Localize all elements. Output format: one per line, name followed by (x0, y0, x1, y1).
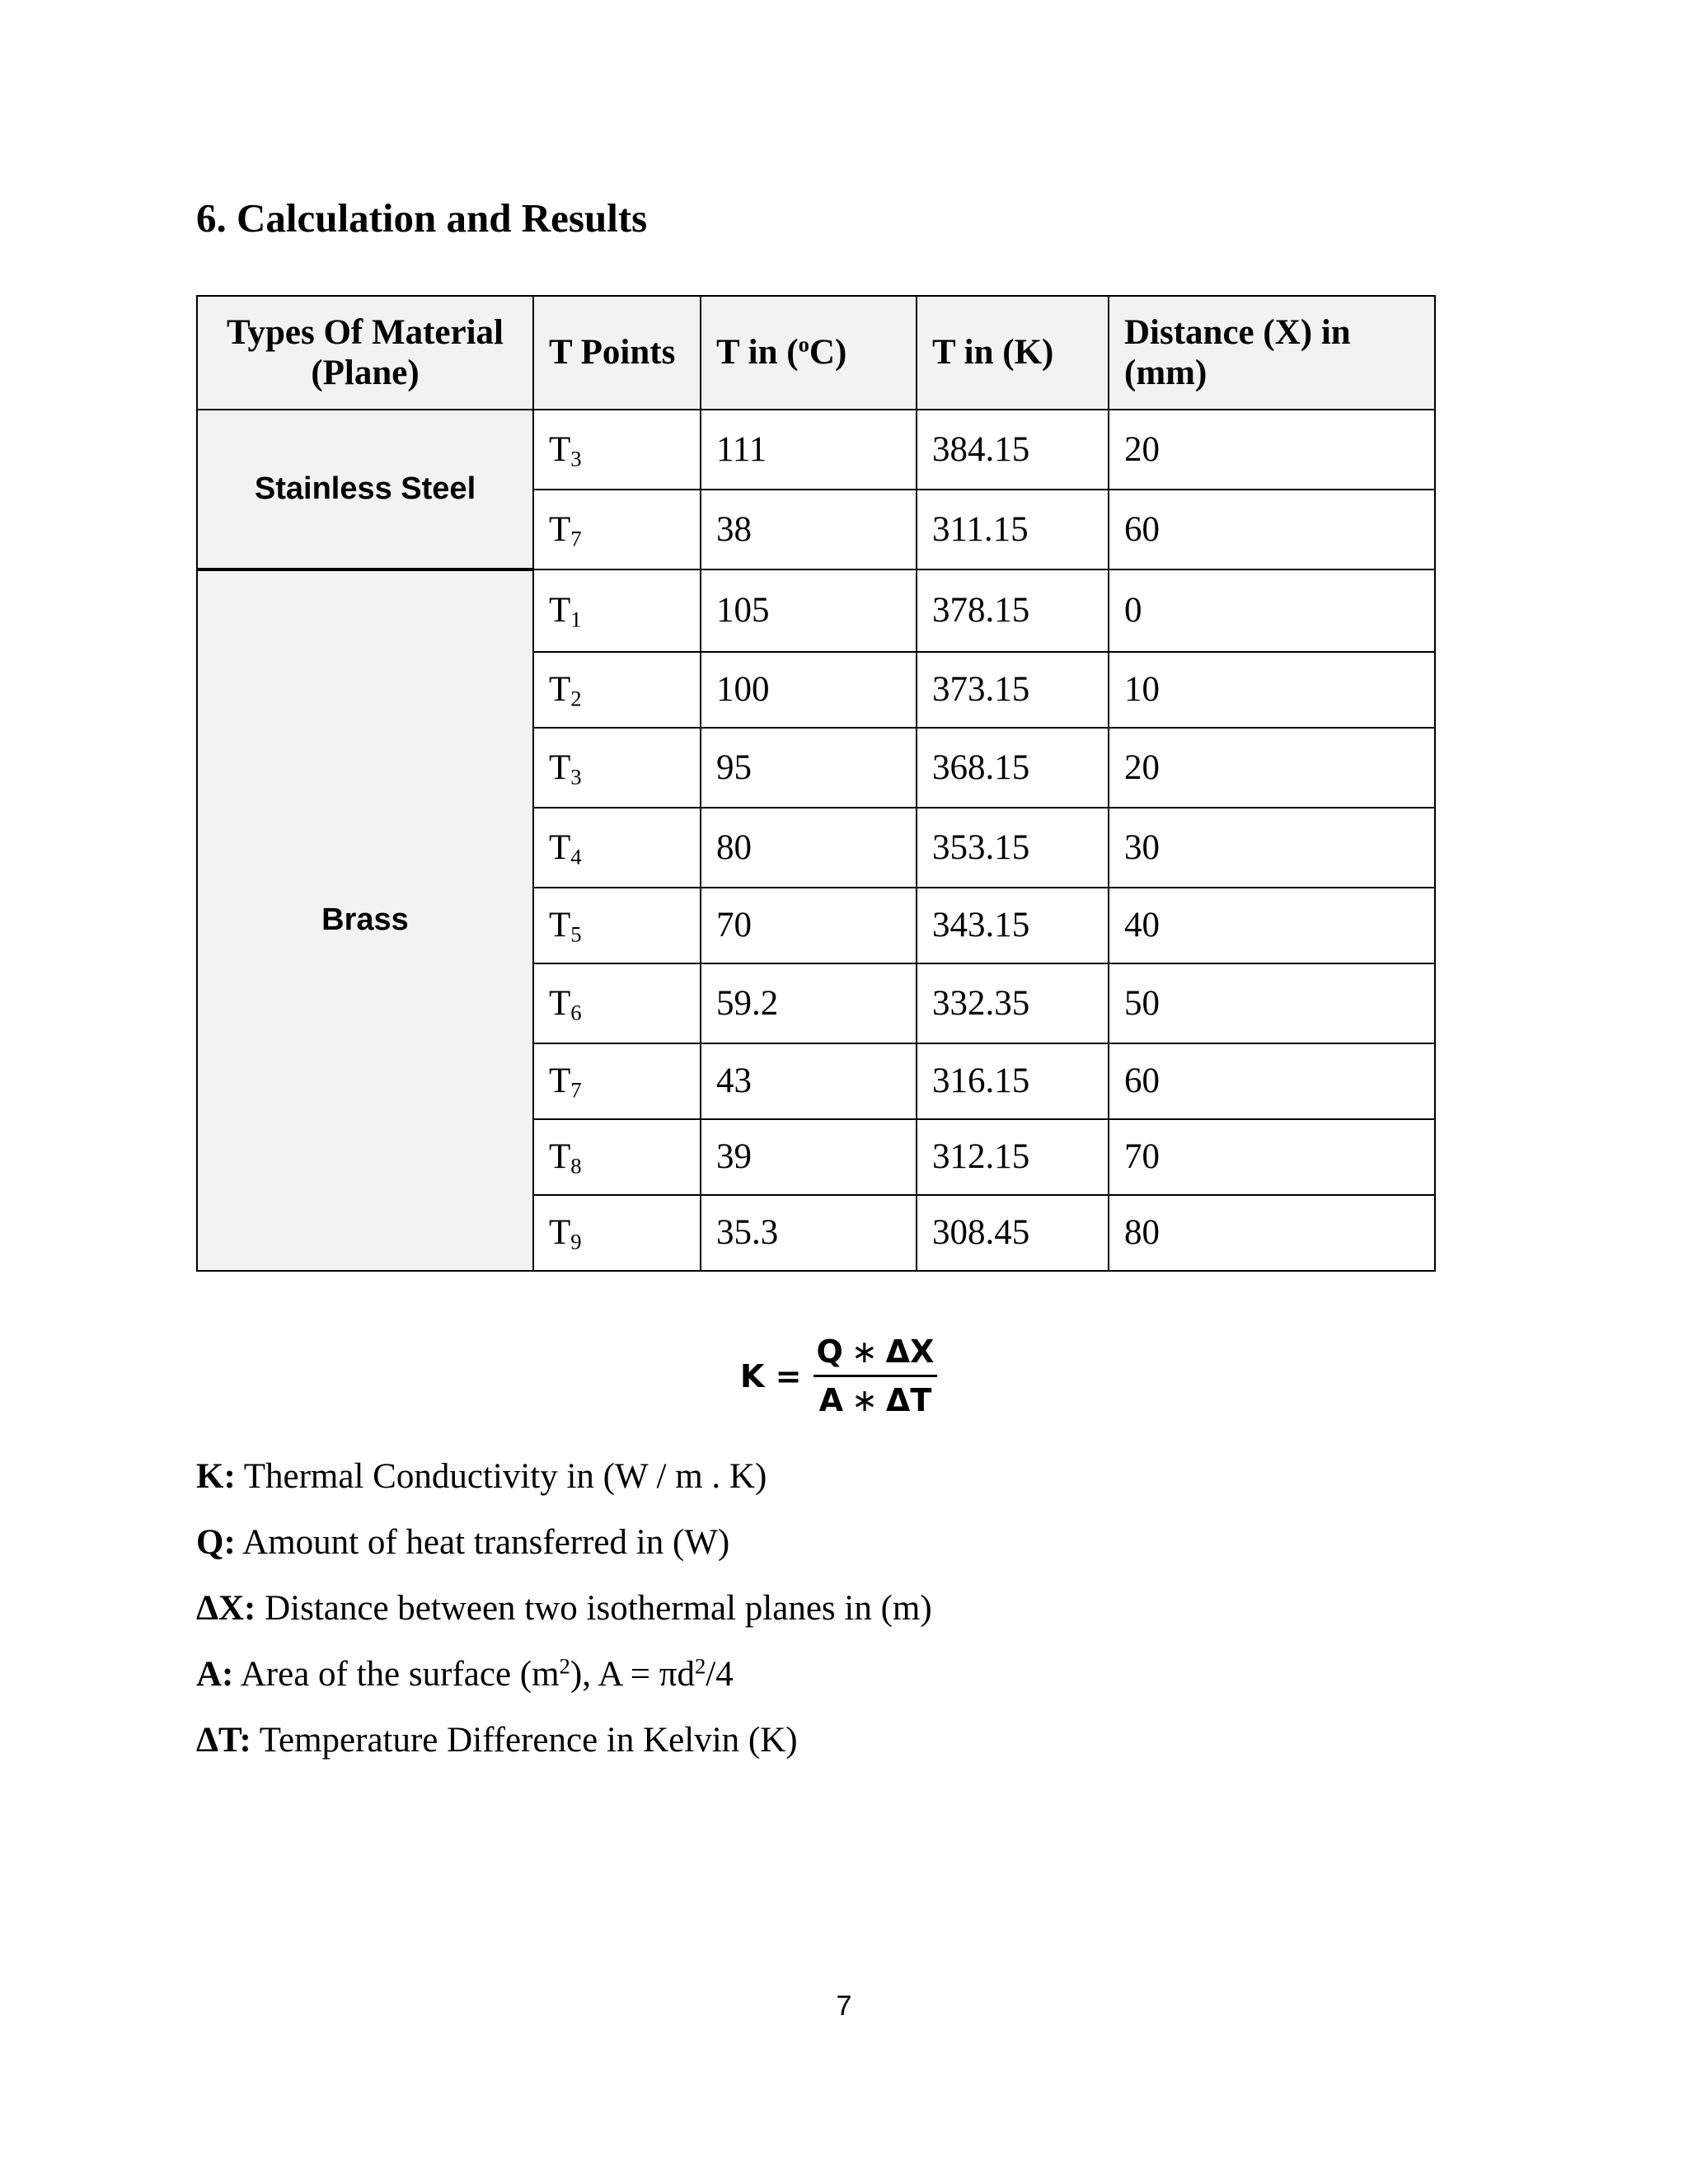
header-t-kelvin: T in (K) (917, 296, 1109, 410)
header-distance-line2: (mm) (1124, 354, 1207, 392)
t-point-index: 4 (570, 844, 582, 869)
table-body (197, 410, 1435, 1271)
definition-k (196, 1444, 932, 1510)
formula-den-b: ΔT (885, 1382, 932, 1418)
formula-numerator (814, 1333, 938, 1377)
header-t-celsius-prefix: T in ( (716, 333, 799, 373)
t-point-cell (533, 1119, 701, 1195)
t-kelvin-cell: 311.15 (917, 490, 1109, 569)
distance-cell: 40 (1109, 888, 1435, 963)
t-point-letter: T (549, 827, 571, 867)
results-table (196, 295, 1436, 1272)
material-cell: Stainless Steel (197, 410, 533, 569)
t-celsius-cell: 95 (701, 728, 917, 808)
distance-cell: 20 (1109, 410, 1435, 490)
material-cell: Brass (197, 569, 533, 1271)
distance-cell: 80 (1109, 1195, 1435, 1271)
t-point-letter: T (549, 983, 571, 1023)
definition-text: /4 (706, 1655, 734, 1694)
t-celsius-cell: 100 (701, 652, 917, 728)
t-point-cell (533, 888, 701, 963)
header-distance-line1: Distance (X) in (1124, 312, 1351, 352)
t-celsius-cell: 35.3 (701, 1195, 917, 1271)
formula-den-a: A (818, 1382, 844, 1418)
t-point-index: 7 (570, 526, 582, 551)
t-kelvin-cell: 308.45 (917, 1195, 1109, 1271)
definitions-list (196, 1444, 932, 1774)
degree-sup: o (798, 331, 809, 357)
header-material-line2: (Plane) (311, 354, 420, 392)
section-title: 6. Calculation and Results (196, 195, 648, 241)
t-kelvin-cell: 378.15 (917, 569, 1109, 652)
t-point-index: 2 (570, 686, 582, 711)
distance-cell: 60 (1109, 490, 1435, 569)
t-point-letter: T (549, 509, 571, 549)
formula-denominator (816, 1377, 935, 1418)
definition-q (196, 1510, 932, 1576)
superscript: 2 (559, 1653, 570, 1679)
formula-fraction (814, 1333, 938, 1418)
t-celsius-cell: 70 (701, 888, 917, 963)
definition-term: Q: (196, 1523, 236, 1562)
definition-delta-x (196, 1576, 932, 1642)
t-point-index: 1 (570, 607, 582, 632)
distance-cell: 50 (1109, 963, 1435, 1043)
t-point-index: 9 (570, 1229, 582, 1254)
t-point-letter: T (549, 670, 571, 710)
header-t-celsius-suffix: C) (809, 333, 847, 373)
table-header-row (197, 296, 1435, 410)
definition-text: Temperature Difference in Kelvin (K) (251, 1721, 798, 1760)
t-point-cell (533, 1043, 701, 1119)
definition-delta-t (196, 1708, 932, 1774)
t-kelvin-cell: 316.15 (917, 1043, 1109, 1119)
t-point-letter: T (549, 1213, 571, 1253)
t-kelvin-cell: 384.15 (917, 410, 1109, 490)
t-point-index: 3 (570, 446, 582, 471)
t-point-cell (533, 1195, 701, 1271)
t-kelvin-cell: 343.15 (917, 888, 1109, 963)
t-kelvin-cell: 312.15 (917, 1119, 1109, 1195)
t-point-letter: T (549, 1137, 571, 1177)
t-kelvin-cell: 368.15 (917, 728, 1109, 808)
thermal-conductivity-formula (740, 1333, 937, 1418)
header-distance (1109, 296, 1435, 410)
distance-cell: 70 (1109, 1119, 1435, 1195)
definition-text: Distance between two isothermal planes in (m) (256, 1589, 932, 1628)
superscript: 2 (694, 1653, 706, 1679)
header-t-celsius (701, 296, 917, 410)
t-point-index: 8 (570, 1153, 582, 1179)
header-material (197, 296, 533, 410)
definition-term: A: (196, 1655, 234, 1694)
t-celsius-cell: 105 (701, 569, 917, 652)
header-t-points: T Points (533, 296, 701, 410)
page-number: 7 (836, 1990, 852, 2022)
definition-text: Amount of heat transferred in (W) (235, 1523, 730, 1562)
formula-lhs: K = (740, 1357, 802, 1394)
formula-num-b: ΔX (885, 1333, 935, 1370)
definition-term: ΔX: (196, 1589, 256, 1628)
t-celsius-cell: 43 (701, 1043, 917, 1119)
t-celsius-cell: 80 (701, 808, 917, 888)
t-point-cell (533, 652, 701, 728)
distance-cell: 10 (1109, 652, 1435, 728)
distance-cell: 30 (1109, 808, 1435, 888)
formula-num-op: ∗ (851, 1333, 878, 1370)
t-kelvin-cell: 332.35 (917, 963, 1109, 1043)
definition-a (196, 1642, 932, 1708)
t-celsius-cell: 59.2 (701, 963, 917, 1043)
t-point-index: 5 (570, 921, 582, 947)
header-material-line1: Types Of Material (227, 312, 504, 352)
formula-num-a: Q (816, 1333, 843, 1370)
definition-text: Area of the surface (m (233, 1655, 560, 1694)
t-point-cell (533, 569, 701, 652)
t-point-cell (533, 963, 701, 1043)
t-celsius-cell: 39 (701, 1119, 917, 1195)
table-row (197, 410, 1435, 490)
t-point-letter: T (549, 591, 571, 630)
t-celsius-cell: 38 (701, 490, 917, 569)
distance-cell: 60 (1109, 1043, 1435, 1119)
t-point-index: 3 (570, 764, 582, 790)
definition-text: ), A = πd (570, 1655, 695, 1694)
table-row (197, 569, 1435, 652)
definition-term: ΔT: (196, 1721, 251, 1760)
distance-cell: 0 (1109, 569, 1435, 652)
t-celsius-cell: 111 (701, 410, 917, 490)
definition-text: Thermal Conductivity in (W / m . K) (235, 1457, 767, 1496)
t-kelvin-cell: 373.15 (917, 652, 1109, 728)
definition-term: K: (196, 1457, 236, 1496)
t-point-letter: T (549, 748, 571, 787)
formula-den-op: ∗ (851, 1382, 878, 1418)
t-kelvin-cell: 353.15 (917, 808, 1109, 888)
t-point-cell (533, 808, 701, 888)
distance-cell: 20 (1109, 728, 1435, 808)
t-point-letter: T (549, 906, 571, 945)
t-point-cell (533, 728, 701, 808)
t-point-cell (533, 490, 701, 569)
t-point-index: 7 (570, 1077, 582, 1103)
t-point-letter: T (549, 1062, 571, 1101)
t-point-letter: T (549, 429, 571, 469)
t-point-cell (533, 410, 701, 490)
t-point-index: 6 (570, 1000, 582, 1025)
